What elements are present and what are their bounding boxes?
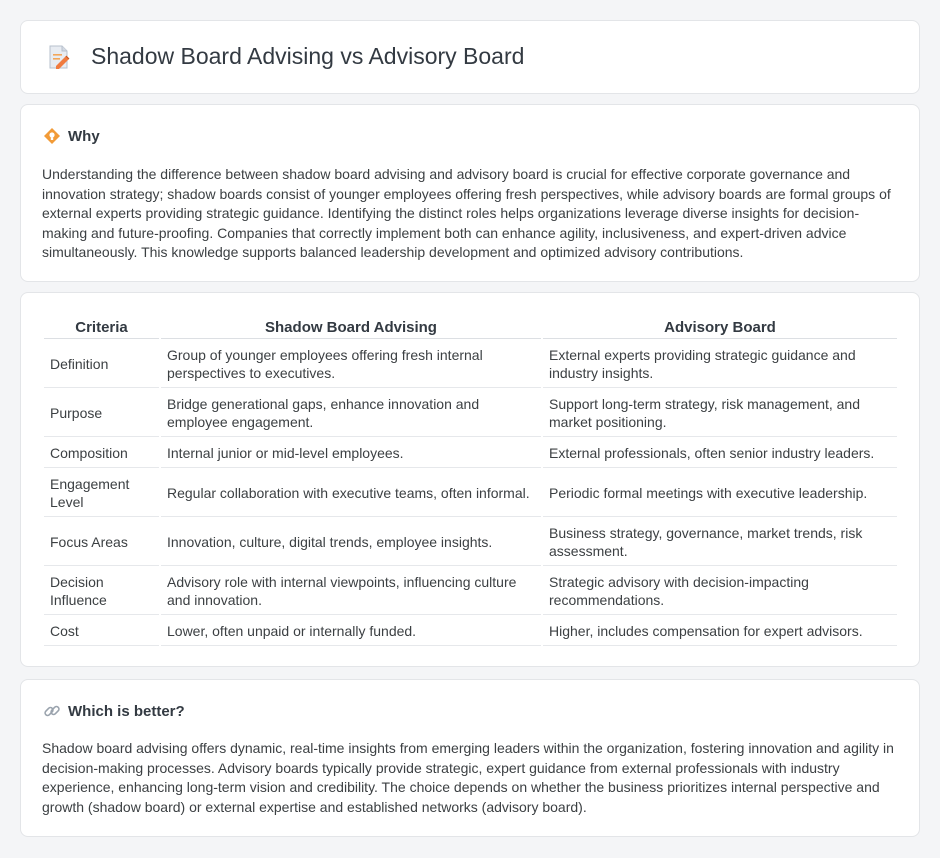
why-section	[20, 104, 920, 282]
better-heading	[43, 702, 185, 720]
cell-advisory-board: Higher, includes compensation for expert advisors.	[543, 617, 897, 646]
table-row	[44, 617, 897, 646]
better-title: Which is better?	[68, 702, 185, 720]
why-title: Why	[68, 127, 100, 145]
table-row	[44, 439, 897, 468]
column-header-advisory-board: Advisory Board	[543, 315, 897, 339]
link-icon	[43, 702, 61, 720]
cell-criteria: Definition	[44, 341, 159, 388]
cell-advisory-board: Support long-term strategy, risk management, and market positioning.	[543, 390, 897, 437]
column-header-criteria: Criteria	[44, 315, 159, 339]
cell-criteria: Composition	[44, 439, 159, 468]
cell-advisory-board: External experts providing strategic guidance and industry insights.	[543, 341, 897, 388]
cell-shadow-board: Lower, often unpaid or internally funded.	[161, 617, 541, 646]
cell-criteria: Focus Areas	[44, 519, 159, 566]
cell-criteria: Cost	[44, 617, 159, 646]
table-row	[44, 341, 897, 388]
cell-advisory-board: Strategic advisory with decision-impacting recommendations.	[543, 568, 897, 615]
cell-criteria: Decision Influence	[44, 568, 159, 615]
document-edit-icon	[47, 44, 71, 70]
table-header-row	[44, 315, 897, 339]
lightbulb-diamond-icon	[43, 127, 61, 145]
table-row	[44, 568, 897, 615]
cell-shadow-board: Regular collaboration with executive teams, often informal.	[161, 470, 541, 517]
cell-shadow-board: Innovation, culture, digital trends, employee insights.	[161, 519, 541, 566]
cell-shadow-board: Advisory role with internal viewpoints, influencing culture and innovation.	[161, 568, 541, 615]
cell-shadow-board: Group of younger employees offering fresh internal perspectives to executives.	[161, 341, 541, 388]
comparison-table	[42, 313, 899, 648]
cell-criteria: Engagement Level	[44, 470, 159, 517]
cell-shadow-board: Internal junior or mid-level employees.	[161, 439, 541, 468]
why-heading	[43, 127, 100, 145]
which-is-better-section	[20, 679, 920, 837]
page-title: Shadow Board Advising vs Advisory Board	[91, 43, 525, 69]
cell-advisory-board: External professionals, often senior industry leaders.	[543, 439, 897, 468]
table-row	[44, 519, 897, 566]
header-card	[20, 20, 920, 94]
column-header-shadow-board: Shadow Board Advising	[161, 315, 541, 339]
better-body: Shadow board advising offers dynamic, real-time insights from emerging leaders within the organization, fostering innovation and agility in decision-making processes. Advisory boards typically provide strategic, expert guidance from external professionals with industry experience, enhancing long-term vision and credibility. The choice depends on whether the business prioritizes internal perspective and growth (shadow board) or external expertise and established networks (advisory board).	[42, 740, 894, 815]
cell-shadow-board: Bridge generational gaps, enhance innovation and employee engagement.	[161, 390, 541, 437]
cell-criteria: Purpose	[44, 390, 159, 437]
title-row	[47, 43, 524, 70]
table-row	[44, 470, 897, 517]
table-row	[44, 390, 897, 437]
cell-advisory-board: Periodic formal meetings with executive leadership.	[543, 470, 897, 517]
comparison-section	[20, 292, 920, 667]
why-body: Understanding the difference between shadow board advising and advisory board is crucial for effective corporate governance and innovation strategy; shadow boards consist of younger employees offering fresh perspectives, while advisory boards are formal groups of external experts providing strategic guidance. Identifying the distinct roles helps organizations leverage diverse insights for decision-making and future-proofing. Companies that correctly implement both can enhance agility, inclusiveness, and expert-driven advice simultaneously. This knowledge supports balanced leadership development and optimized advisory contributions.	[42, 166, 891, 261]
cell-advisory-board: Business strategy, governance, market trends, risk assessment.	[543, 519, 897, 566]
